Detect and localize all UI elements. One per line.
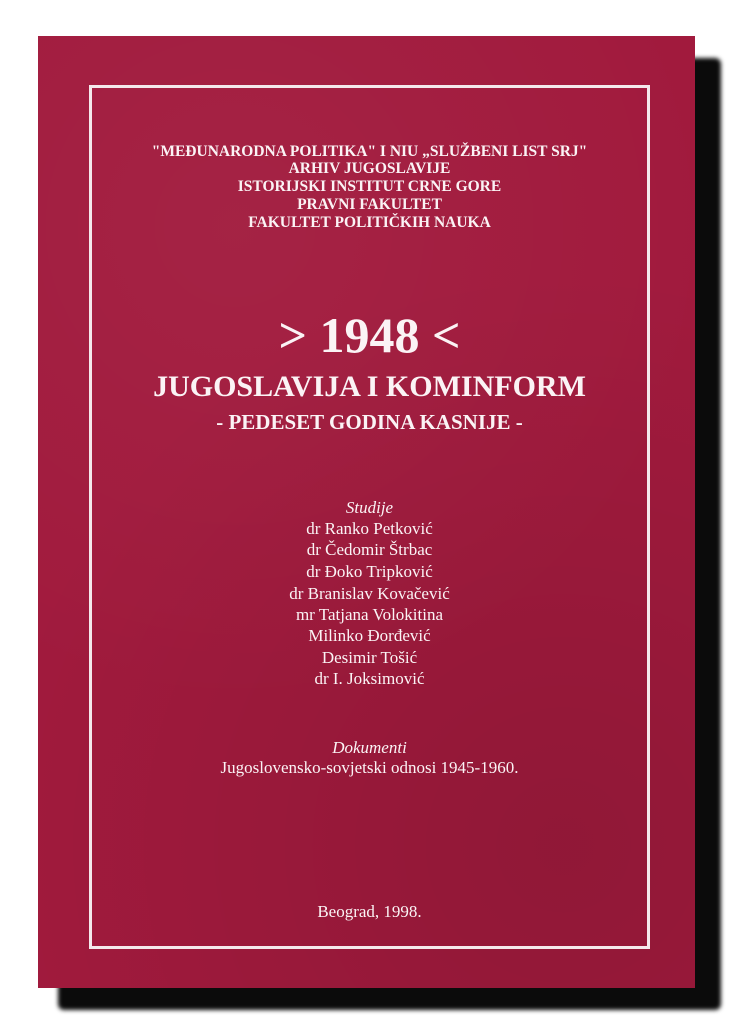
cover-border-frame — [89, 85, 650, 949]
author-5: mr Tatjana Volokitina — [295, 605, 444, 624]
title-year: > 1948 < — [278, 307, 461, 363]
studies-heading: Studije — [345, 498, 394, 517]
documents-text: Jugoslovensko-sovjetski odnosi 1945-1960. — [220, 758, 519, 777]
author-2: dr Čedomir Štrbac — [306, 540, 433, 559]
documents-heading: Dokumenti — [332, 738, 407, 757]
imprint: Beograd, 1998. — [317, 902, 422, 921]
author-8: dr I. Joksimović — [314, 669, 425, 688]
publisher-line-3: ISTORIJSKI INSTITUT CRNE GORE — [237, 178, 502, 195]
author-3: dr Đoko Tripković — [306, 562, 433, 581]
author-7: Desimir Tošić — [321, 648, 418, 667]
title-main: JUGOSLAVIJA I KOMINFORM — [153, 370, 586, 403]
author-4: dr Branislav Kovačević — [289, 584, 450, 603]
author-1: dr Ranko Petković — [306, 519, 433, 538]
title-subtitle: - PEDESET GODINA KASNIJE - — [216, 410, 523, 434]
publisher-line-5: FAKULTET POLITIČKIH NAUKA — [248, 214, 491, 231]
book-cover — [38, 36, 695, 988]
publisher-line-4: PRAVNI FAKULTET — [297, 196, 442, 213]
publisher-line-1: "MEĐUNARODNA POLITIKA" I NIU „SLUŽBENI LIST SRJ" — [151, 143, 588, 160]
author-6: Milinko Đorđević — [308, 626, 431, 645]
publisher-line-2: ARHIV JUGOSLAVIJE — [288, 160, 451, 177]
